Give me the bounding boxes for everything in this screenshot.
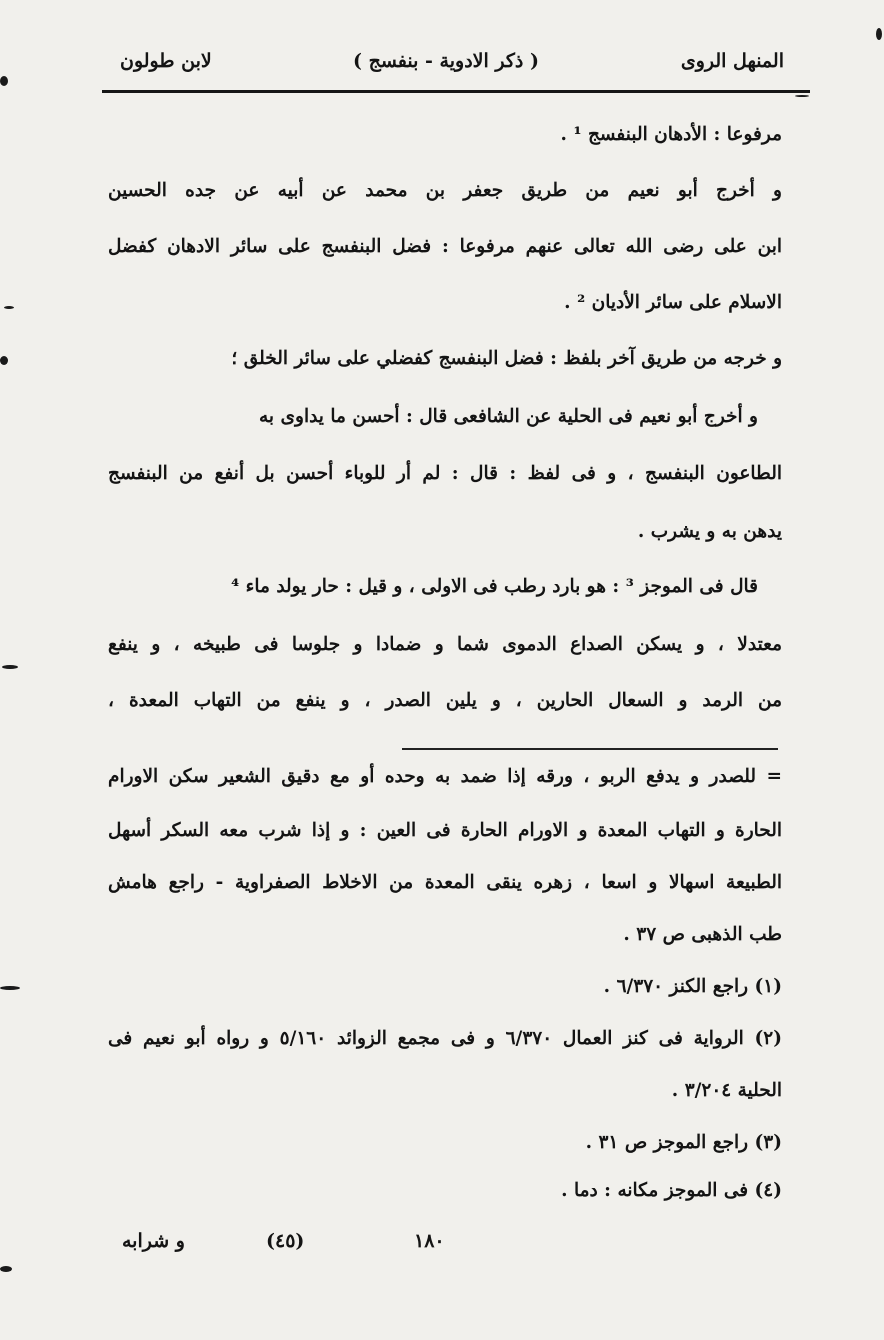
header-rule xyxy=(102,90,810,93)
scan-speck xyxy=(876,28,882,40)
body-line: و أخرج أبو نعيم فى الحلية عن الشافعى قال : أحسن ما يداوى به xyxy=(259,406,758,427)
continued-note-line: الطبيعة اسهالا و اسعا ، زهره ينقى المعدة من الاخلاط الصفراوية - راجع هامش xyxy=(108,872,782,893)
catchword: و شرابه xyxy=(122,1230,185,1252)
body-line: و أخرج أبو نعيم من طريق جعفر بن محمد عن أبيه عن جده الحسين xyxy=(108,180,782,201)
footnote-separator xyxy=(402,748,778,750)
footnote: (٢) الرواية فى كنز العمال ٦/٣٧٠ و فى مجمع الزوائد ٥/١٦٠ و رواه أبو نعيم فى xyxy=(108,1028,782,1049)
body-line: الاسلام على سائر الأديان ² . xyxy=(564,292,782,313)
footnote: (٣) راجع الموجز ص ٣١ . xyxy=(585,1132,782,1153)
page-foot xyxy=(108,1230,782,1262)
running-head xyxy=(108,50,784,82)
body-line: الطاعون البنفسج ، و فى لفظ : قال : لم أر للوباء أحسن بل أنفع من البنفسج xyxy=(108,463,782,484)
scan-speck xyxy=(795,95,809,97)
body-line: ابن على رضى الله تعالى عنهم مرفوعا : فضل البنفسج على سائر الادهان كفضل xyxy=(108,236,782,257)
footnote: الحلية ٣/٢٠٤ . xyxy=(671,1080,782,1101)
body-line: من الرمد و السعال الحارين ، و يلين الصدر ، و ينفع من التهاب المعدة ، xyxy=(108,690,782,711)
body-line: مرفوعا : الأدهان البنفسج ¹ . xyxy=(560,124,782,145)
page-number: ١٨٠ xyxy=(414,1230,445,1252)
body-line: و خرجه من طريق آخر بلفظ : فضل البنفسج كفضلي على سائر الخلق ؛ xyxy=(231,348,782,369)
book-title: المنهل الروى xyxy=(680,50,784,72)
scan-speck xyxy=(0,986,20,990)
scan-speck xyxy=(0,356,8,365)
section-number: (٤٥) xyxy=(266,1230,305,1252)
author-name: لابن طولون xyxy=(120,50,212,72)
scan-speck xyxy=(4,306,14,309)
body-line: قال فى الموجز ³ : هو بارد رطب فى الاولى ، و قيل : حار يولد ماء ⁴ xyxy=(231,576,758,597)
scan-speck xyxy=(2,665,18,669)
scan-speck xyxy=(0,76,8,86)
section-title: ( ذكر الادوية - بنفسج ) xyxy=(352,50,540,72)
continued-note-line: طب الذهبى ص ٣٧ . xyxy=(623,924,782,945)
footnote: (١) راجع الكنز ٦/٣٧٠ . xyxy=(603,976,782,997)
body-line: يدهن به و يشرب . xyxy=(637,521,782,542)
footnote: (٤) فى الموجز مكانه : دما . xyxy=(561,1180,782,1201)
body-line: معتدلا ، و يسكن الصداع الدموى شما و ضمادا و جلوسا فى طبيخه ، و ينفع xyxy=(108,634,782,655)
continued-note-line: = للصدر و يدفع الربو ، ورقه إذا ضمد به وحده أو مع دقيق الشعير سكن الاورام xyxy=(108,766,782,787)
scan-speck xyxy=(0,1266,12,1272)
continued-note-line: الحارة و التهاب المعدة و الاورام الحارة فى العين : و إذا شرب معه السكر أسهل xyxy=(108,820,782,841)
